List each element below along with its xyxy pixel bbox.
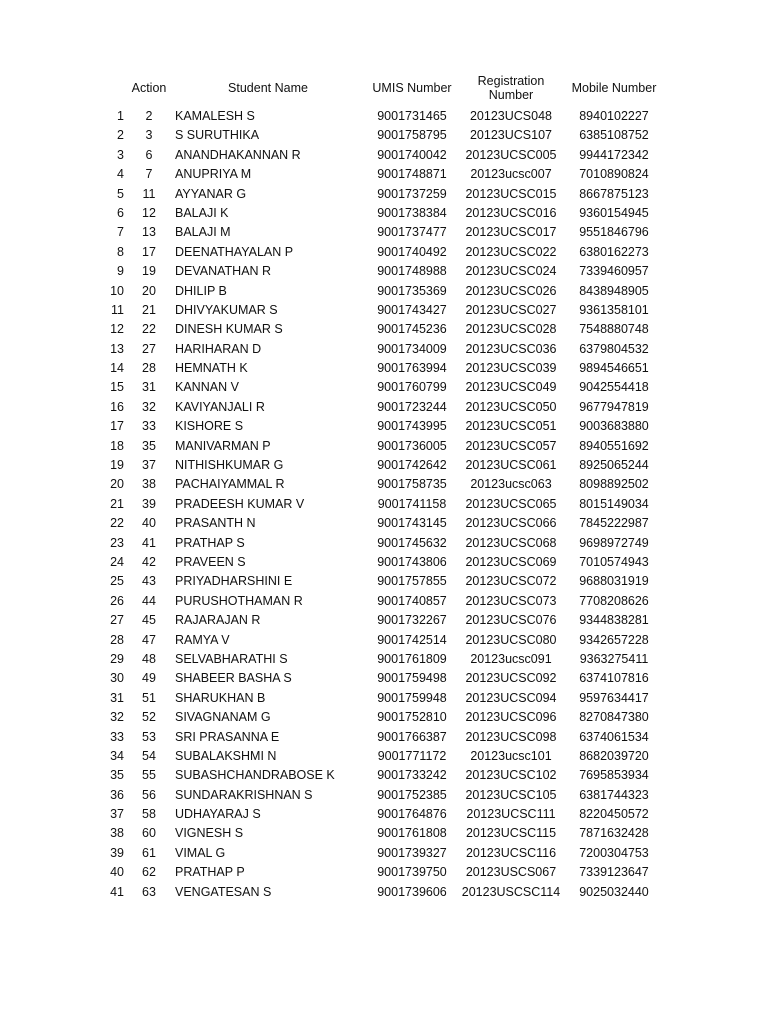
table-row: [0, 728, 768, 747]
serial-number-cell: 38: [110, 826, 124, 841]
serial-number-cell: 7: [117, 225, 124, 240]
registration-number-cell: 20123UCSC072: [465, 574, 557, 589]
action-cell: 38: [142, 477, 156, 492]
umis-number-cell: 9001748988: [377, 264, 447, 279]
serial-number-cell: 30: [110, 671, 124, 686]
registration-number-cell: 20123UCSC057: [465, 438, 557, 453]
registration-number-cell: 20123UCSC098: [465, 729, 557, 744]
registration-number-cell: 20123UCSC068: [465, 535, 557, 550]
registration-number-cell: 20123UCSC061: [465, 458, 557, 473]
mobile-number-cell: 9042554418: [579, 380, 649, 395]
umis-number-cell: 9001758735: [377, 477, 447, 492]
student-name-cell: SUBASHCHANDRABOSE K: [175, 768, 335, 783]
action-cell: 22: [142, 322, 156, 337]
table-row: [0, 223, 768, 242]
mobile-number-cell: 7845222987: [579, 516, 649, 531]
serial-number-cell: 35: [110, 768, 124, 783]
action-cell: 33: [142, 419, 156, 434]
umis-number-cell: 9001745236: [377, 322, 447, 337]
mobile-number-cell: 8667875123: [579, 186, 649, 201]
serial-number-cell: 4: [117, 167, 124, 182]
table-row: [0, 262, 768, 281]
registration-number-cell: 20123UCSC015: [465, 186, 557, 201]
serial-number-cell: 23: [110, 535, 124, 550]
registration-number-cell: 20123UCSC105: [465, 787, 557, 802]
serial-number-cell: 26: [110, 593, 124, 608]
header-action: Action: [131, 81, 167, 95]
header-student-name: Student Name: [228, 81, 308, 95]
mobile-number-cell: 9677947819: [579, 399, 649, 414]
registration-number-cell: 20123UCSC024: [465, 264, 557, 279]
serial-number-cell: 10: [110, 283, 124, 298]
student-name-cell: DHILIP B: [175, 283, 227, 298]
student-name-cell: PRADEESH KUMAR V: [175, 496, 305, 511]
serial-number-cell: 5: [117, 186, 124, 201]
registration-number-cell: 20123UCSC039: [465, 361, 557, 376]
mobile-number-cell: 6385108752: [579, 128, 649, 143]
registration-number-cell: 20123UCSC080: [465, 632, 557, 647]
action-cell: 19: [142, 264, 156, 279]
table-row: [0, 708, 768, 727]
umis-number-cell: 9001743145: [377, 516, 447, 531]
umis-number-cell: 9001761808: [377, 826, 447, 841]
mobile-number-cell: 9894546651: [579, 361, 649, 376]
action-cell: 11: [142, 186, 156, 201]
table-row: [0, 669, 768, 688]
registration-number-cell: 20123ucsc101: [470, 748, 552, 763]
mobile-number-cell: 9025032440: [579, 884, 649, 899]
action-cell: 28: [142, 361, 156, 376]
mobile-number-cell: 6379804532: [579, 341, 649, 356]
registration-number-cell: 20123UCSC027: [465, 302, 557, 317]
umis-number-cell: 9001742514: [377, 632, 447, 647]
table-row: [0, 747, 768, 766]
action-cell: 37: [142, 458, 156, 473]
serial-number-cell: 40: [110, 865, 124, 880]
umis-number-cell: 9001759948: [377, 690, 447, 705]
table-row: [0, 534, 768, 553]
umis-number-cell: 9001741158: [377, 496, 447, 511]
table-row: [0, 378, 768, 397]
registration-number-cell: 20123UCSC049: [465, 380, 557, 395]
student-name-cell: DEENATHAYALAN P: [175, 244, 294, 259]
registration-number-cell: 20123UCSC050: [465, 399, 557, 414]
registration-number-cell: 20123UCSC065: [465, 496, 557, 511]
serial-number-cell: 31: [110, 690, 124, 705]
registration-number-cell: 20123UCSC016: [465, 205, 557, 220]
serial-number-cell: 2: [117, 128, 124, 143]
table-row: [0, 437, 768, 456]
table-row: [0, 495, 768, 514]
registration-number-cell: 20123ucsc091: [470, 651, 552, 666]
table-row: [0, 456, 768, 475]
mobile-number-cell: 7548880748: [579, 322, 649, 337]
mobile-number-cell: 7695853934: [579, 768, 649, 783]
mobile-number-cell: 8438948905: [579, 283, 649, 298]
registration-number-cell: 20123UCSC096: [465, 710, 557, 725]
action-cell: 55: [142, 768, 156, 783]
action-cell: 42: [142, 554, 156, 569]
mobile-number-cell: 9698972749: [579, 535, 649, 550]
action-cell: 39: [142, 496, 156, 511]
registration-number-cell: 20123UCSC066: [465, 516, 557, 531]
serial-number-cell: 17: [110, 419, 124, 434]
action-cell: 17: [142, 244, 156, 259]
umis-number-cell: 9001738384: [377, 205, 447, 220]
umis-number-cell: 9001771172: [377, 748, 447, 763]
student-name-cell: KAVIYANJALI R: [175, 399, 265, 414]
serial-number-cell: 28: [110, 632, 124, 647]
table-row: [0, 863, 768, 882]
umis-number-cell: 9001760799: [377, 380, 447, 395]
mobile-number-cell: 9342657228: [579, 632, 649, 647]
umis-number-cell: 9001731465: [377, 109, 447, 123]
action-cell: 2: [145, 109, 153, 123]
student-name-cell: BALAJI M: [175, 225, 231, 240]
serial-number-cell: 15: [110, 380, 124, 395]
registration-number-cell: 20123UCSC115: [465, 826, 557, 841]
registration-number-cell: 20123UCSC026: [465, 283, 557, 298]
table-row: [0, 553, 768, 572]
table-row: [0, 475, 768, 494]
mobile-number-cell: 8015149034: [579, 496, 649, 511]
table-row: [0, 844, 768, 863]
student-name-cell: HEMNATH K: [175, 361, 248, 376]
serial-number-cell: 11: [111, 302, 124, 317]
mobile-number-cell: 7339460957: [579, 264, 649, 279]
serial-number-cell: 21: [110, 496, 124, 511]
table-row: [0, 689, 768, 708]
mobile-number-cell: 7339123647: [579, 865, 649, 880]
umis-number-cell: 9001743806: [377, 554, 447, 569]
action-cell: 20: [142, 283, 156, 298]
table-row: [0, 185, 768, 204]
umis-number-cell: 9001759498: [377, 671, 447, 686]
action-cell: 43: [142, 574, 156, 589]
serial-number-cell: 29: [110, 651, 124, 666]
serial-number-cell: 18: [110, 438, 124, 453]
mobile-number-cell: 7010890824: [579, 167, 649, 182]
mobile-number-cell: 9551846796: [579, 225, 649, 240]
serial-number-cell: 9: [117, 264, 124, 279]
student-name-cell: ANUPRIYA M: [175, 167, 252, 182]
registration-number-cell: 20123UCSC051: [465, 419, 557, 434]
registration-number-cell: 20123UCS048: [469, 109, 552, 123]
student-name-cell: PRIYADHARSHINI E: [175, 574, 293, 589]
registration-number-cell: 20123UCS107: [469, 128, 552, 143]
student-name-cell: PRATHAP S: [175, 535, 245, 550]
action-cell: 48: [142, 651, 156, 666]
table-row: [0, 301, 768, 320]
mobile-number-cell: 8682039720: [579, 748, 649, 763]
action-cell: 32: [142, 399, 156, 414]
action-cell: 6: [145, 147, 153, 162]
mobile-number-cell: 9363275411: [579, 651, 649, 666]
serial-number-cell: 34: [110, 748, 124, 763]
umis-number-cell: 9001761809: [377, 651, 447, 666]
action-cell: 63: [142, 884, 156, 899]
serial-number-cell: 12: [110, 322, 124, 337]
action-cell: 58: [142, 807, 156, 822]
student-name-cell: HARIHARAN D: [175, 341, 262, 356]
umis-number-cell: 9001737477: [377, 225, 447, 240]
student-name-cell: RAMYA V: [175, 632, 230, 647]
mobile-number-cell: 8270847380: [579, 710, 649, 725]
student-name-cell: SELVABHARATHI S: [175, 651, 288, 666]
table-row: [0, 417, 768, 436]
student-name-cell: PRASANTH N: [175, 516, 256, 531]
serial-number-cell: 16: [110, 399, 124, 414]
mobile-number-cell: 9344838281: [579, 613, 649, 628]
registration-number-cell: 20123UCSC028: [465, 322, 557, 337]
registration-number-cell: 20123UCSC076: [465, 613, 557, 628]
umis-number-cell: 9001733242: [377, 768, 447, 783]
action-cell: 41: [142, 535, 156, 550]
registration-number-cell: 20123UCSC116: [465, 845, 557, 860]
mobile-number-cell: 9688031919: [579, 574, 649, 589]
mobile-number-cell: 6380162273: [579, 244, 649, 259]
action-cell: 27: [142, 341, 156, 356]
action-cell: 21: [142, 302, 156, 317]
student-name-cell: SHARUKHAN B: [175, 690, 266, 705]
umis-number-cell: 9001740492: [377, 244, 447, 259]
student-name-cell: VENGATESAN S: [175, 884, 272, 899]
table-row: [0, 243, 768, 262]
umis-number-cell: 9001737259: [377, 186, 447, 201]
action-cell: 35: [142, 438, 156, 453]
student-name-cell: PURUSHOTHAMAN R: [175, 593, 303, 608]
student-name-cell: KAMALESH S: [175, 109, 255, 123]
umis-number-cell: 9001757855: [377, 574, 447, 589]
mobile-number-cell: 8940551692: [579, 438, 649, 453]
table-row: [0, 282, 768, 301]
serial-number-cell: 13: [110, 341, 124, 356]
serial-number-cell: 33: [110, 729, 124, 744]
umis-number-cell: 9001745632: [377, 535, 447, 550]
umis-number-cell: 9001758795: [377, 128, 447, 143]
serial-number-cell: 25: [110, 574, 124, 589]
registration-number-cell: 20123UCSC005: [465, 147, 557, 162]
student-name-cell: PRAVEEN S: [175, 554, 246, 569]
table-row: [0, 320, 768, 339]
table-row: [0, 126, 768, 145]
umis-number-cell: 9001752810: [377, 710, 447, 725]
student-name-cell: VIMAL G: [175, 845, 226, 860]
table-row: [0, 204, 768, 223]
student-name-cell: SRI PRASANNA E: [175, 729, 280, 744]
student-name-cell: PRATHAP P: [175, 865, 245, 880]
action-cell: 31: [142, 380, 156, 395]
serial-number-cell: 36: [110, 787, 124, 802]
table-row: [0, 398, 768, 417]
table-row: [0, 359, 768, 378]
serial-number-cell: 6: [117, 205, 124, 220]
student-name-cell: S SURUTHIKA: [175, 128, 260, 143]
table-body: [0, 107, 768, 902]
table-row: [0, 165, 768, 184]
umis-number-cell: 9001743995: [377, 419, 447, 434]
action-cell: 60: [142, 826, 156, 841]
header-mobile-number: Mobile Number: [571, 81, 657, 95]
mobile-number-cell: 7200304753: [579, 845, 649, 860]
action-cell: 3: [145, 128, 153, 143]
student-name-cell: SUBALAKSHMI N: [175, 748, 277, 763]
mobile-number-cell: 7708208626: [579, 593, 649, 608]
umis-number-cell: 9001766387: [377, 729, 447, 744]
registration-number-cell: 20123UCSC111: [466, 807, 556, 822]
table-row: [0, 766, 768, 785]
action-cell: 62: [142, 865, 156, 880]
mobile-number-cell: 8220450572: [579, 807, 649, 822]
student-name-cell: KISHORE S: [175, 419, 244, 434]
table-row: [0, 146, 768, 165]
action-cell: 7: [145, 167, 153, 182]
action-cell: 44: [142, 593, 156, 608]
student-name-cell: SHABEER BASHA S: [175, 671, 292, 686]
registration-number-cell: 20123UCSC102: [465, 768, 557, 783]
action-cell: 56: [142, 787, 156, 802]
student-name-cell: DEVANATHAN R: [175, 264, 272, 279]
table-row: [0, 805, 768, 824]
registration-number-cell: 20123USCS067: [465, 865, 557, 880]
mobile-number-cell: 7010574943: [579, 554, 649, 569]
mobile-number-cell: 8925065244: [579, 458, 649, 473]
umis-number-cell: 9001740857: [377, 593, 447, 608]
table-row: [0, 572, 768, 591]
umis-number-cell: 9001763994: [377, 361, 447, 376]
student-name-cell: DINESH KUMAR S: [175, 322, 283, 337]
mobile-number-cell: 9361358101: [579, 302, 649, 317]
registration-number-cell: 20123UCSC036: [465, 341, 557, 356]
mobile-number-cell: 9944172342: [579, 147, 649, 162]
mobile-number-cell: 6374107816: [579, 671, 649, 686]
student-name-cell: RAJARAJAN R: [175, 613, 261, 628]
registration-number-cell: 20123UCSC069: [465, 554, 557, 569]
table-row: [0, 107, 768, 126]
registration-number-cell: 20123ucsc007: [470, 167, 552, 182]
umis-number-cell: 9001740042: [377, 147, 447, 162]
action-cell: 13: [142, 225, 156, 240]
table-row: [0, 824, 768, 843]
mobile-number-cell: 9003683880: [579, 419, 649, 434]
serial-number-cell: 8: [117, 244, 124, 259]
umis-number-cell: 9001742642: [377, 458, 447, 473]
serial-number-cell: 27: [110, 613, 124, 628]
serial-number-cell: 3: [117, 147, 124, 162]
student-name-cell: ANANDHAKANNAN R: [175, 147, 301, 162]
action-cell: 54: [142, 748, 156, 763]
serial-number-cell: 32: [110, 710, 124, 725]
umis-number-cell: 9001735369: [377, 283, 447, 298]
action-cell: 49: [142, 671, 156, 686]
mobile-number-cell: 8940102227: [579, 109, 649, 123]
action-cell: 61: [142, 845, 156, 860]
table-row: [0, 786, 768, 805]
serial-number-cell: 41: [110, 884, 124, 899]
table-row: [0, 340, 768, 359]
umis-number-cell: 9001739750: [377, 865, 447, 880]
table-header: [0, 72, 768, 104]
mobile-number-cell: 6381744323: [579, 787, 649, 802]
action-cell: 40: [142, 516, 156, 531]
action-cell: 51: [142, 690, 156, 705]
umis-number-cell: 9001723244: [377, 399, 447, 414]
action-cell: 12: [142, 205, 156, 220]
table-row: [0, 631, 768, 650]
registration-number-cell: 20123USCSC114: [461, 884, 561, 899]
mobile-number-cell: 6374061534: [579, 729, 649, 744]
action-cell: 53: [142, 729, 156, 744]
student-name-cell: SIVAGNANAM G: [175, 710, 271, 725]
umis-number-cell: 9001732267: [377, 613, 447, 628]
umis-number-cell: 9001752385: [377, 787, 447, 802]
mobile-number-cell: 7871632428: [579, 826, 649, 841]
umis-number-cell: 9001764876: [377, 807, 447, 822]
table-row: [0, 592, 768, 611]
umis-number-cell: 9001748871: [377, 167, 447, 182]
action-cell: 52: [142, 710, 156, 725]
student-name-cell: VIGNESH S: [175, 826, 244, 841]
student-name-cell: SUNDARAKRISHNAN S: [175, 787, 313, 802]
student-name-cell: UDHAYARAJ S: [175, 807, 261, 822]
table-row: [0, 611, 768, 630]
serial-number-cell: 20: [110, 477, 124, 492]
umis-number-cell: 9001739606: [377, 884, 447, 899]
student-name-cell: KANNAN V: [175, 380, 239, 395]
serial-number-cell: 22: [110, 516, 124, 531]
serial-number-cell: 1: [117, 109, 124, 123]
serial-number-cell: 39: [110, 845, 124, 860]
mobile-number-cell: 9360154945: [579, 205, 649, 220]
student-name-cell: AYYANAR G: [175, 186, 247, 201]
serial-number-cell: 14: [110, 361, 124, 376]
student-name-cell: BALAJI K: [175, 205, 229, 220]
table-row: [0, 650, 768, 669]
umis-number-cell: 9001743427: [377, 302, 447, 317]
registration-number-cell: 20123UCSC092: [465, 671, 557, 686]
student-name-cell: PACHAIYAMMAL R: [175, 477, 285, 492]
umis-number-cell: 9001739327: [377, 845, 447, 860]
serial-number-cell: 37: [110, 807, 124, 822]
header-umis-number: UMIS Number: [372, 81, 452, 95]
student-name-cell: MANIVARMAN P: [175, 438, 271, 453]
mobile-number-cell: 8098892502: [579, 477, 649, 492]
table-row: [0, 514, 768, 533]
umis-number-cell: 9001734009: [377, 341, 447, 356]
registration-number-cell: 20123ucsc063: [470, 477, 552, 492]
registration-number-cell: 20123UCSC022: [465, 244, 557, 259]
student-name-cell: NITHISHKUMAR G: [175, 458, 284, 473]
mobile-number-cell: 9597634417: [579, 690, 649, 705]
registration-number-cell: 20123UCSC017: [465, 225, 557, 240]
table-row: [0, 883, 768, 902]
header-registration-number: Registration Number: [477, 74, 545, 102]
registration-number-cell: 20123UCSC094: [465, 690, 557, 705]
serial-number-cell: 24: [110, 554, 124, 569]
registration-number-cell: 20123UCSC073: [465, 593, 557, 608]
action-cell: 45: [142, 613, 156, 628]
serial-number-cell: 19: [110, 458, 124, 473]
student-name-cell: DHIVYAKUMAR S: [175, 302, 278, 317]
action-cell: 47: [142, 632, 156, 647]
umis-number-cell: 9001736005: [377, 438, 447, 453]
